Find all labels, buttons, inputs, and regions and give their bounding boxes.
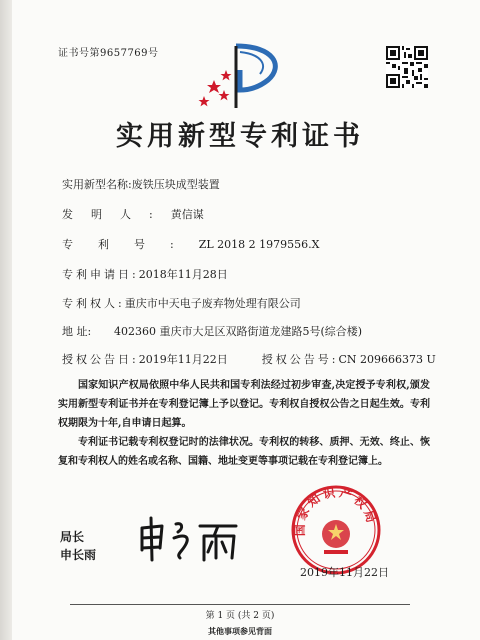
patent-number-label: 专利号: (62, 238, 199, 251)
body-paragraph-2: 专利证书记载专利权登记时的法律状况。专利权的转移、质押、无效、终止、恢复和专利权人的姓名或名称、国籍、地址变更等事项记载在专利登记簿上。 (58, 437, 430, 467)
patent-number-value: ZL 2018 2 1979556.X (198, 238, 320, 251)
grant-date-value: 2019年11月22日 (138, 353, 228, 366)
official-seal (290, 484, 382, 576)
qr-code-icon (386, 46, 428, 88)
application-date-label: 专利申请日: (62, 268, 139, 281)
address-value: 402360 重庆市大足区双路街道龙建路5号(综合楼) (114, 325, 363, 338)
application-date-value: 2018年11月28日 (138, 268, 228, 281)
inventor-row (62, 206, 204, 222)
page-footer (0, 604, 480, 621)
inventor-value: 黄信谋 (170, 208, 204, 221)
certificate-title: 实用新型专利证书 (116, 121, 364, 152)
scanner-edge (0, 0, 12, 640)
footer-divider (70, 604, 410, 605)
utility-model-name-row (62, 176, 220, 192)
utility-model-name-value: 废铁压块成型装置 (131, 178, 220, 191)
director-title: 局长 (60, 530, 85, 544)
patentee-label: 专利权人: (62, 297, 125, 310)
application-date-row (62, 266, 228, 282)
patent-number-row (62, 236, 319, 252)
patent-office-emblem-icon (196, 40, 292, 112)
page-indicator: 第 1 页 (共 2 页) (205, 611, 275, 621)
utility-model-name-label: 实用新型名称: (62, 178, 132, 191)
patentee-row (62, 295, 301, 311)
seal-date: 2019年11月22日 (300, 566, 389, 579)
grant-date-label: 授权公告日: (62, 353, 139, 366)
bottom-note: 其他事项参见背面 (208, 626, 272, 636)
grant-row (62, 351, 436, 367)
address-label: 地 址: (62, 325, 92, 338)
body-paragraph-1: 国家知识产权局依照中华人民共和国专利法经过初步审查,决定授予专利权,颁发实用新型专利证书并在专利登记簿上予以登记。专利权自授权公告之日起生效。专利权期限为十年,自申请日起算。 (58, 380, 430, 429)
certificate-number: 证书号第9657769号 (58, 48, 159, 59)
director-name: 申长雨 (60, 548, 97, 562)
svg-text:国家知识产权局: 国家知识产权局 (292, 485, 380, 537)
address-row (62, 323, 362, 339)
certificate-body (58, 376, 430, 471)
patentee-value: 重庆市中天电子废弃物处理有限公司 (124, 297, 301, 310)
publication-number-label: 授权公告号: (261, 353, 339, 366)
director-signature (136, 514, 246, 564)
inventor-label: 发明人: (62, 208, 171, 221)
publication-number-value: CN 209666373 U (338, 353, 436, 366)
